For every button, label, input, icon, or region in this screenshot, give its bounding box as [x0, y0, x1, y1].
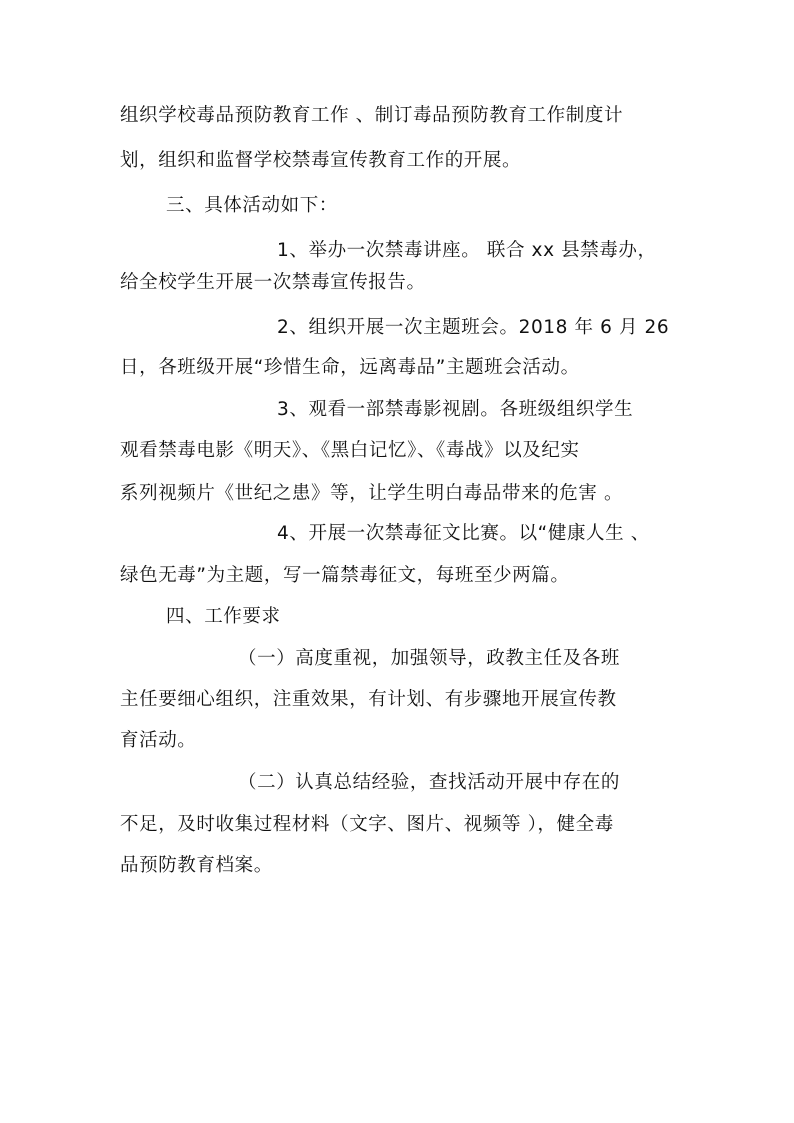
- body-text-line: 主任要细心组织，注重效果，有计划、有步骤地开展宣传教: [120, 689, 617, 710]
- body-text-line: 品预防教育档案。: [120, 855, 273, 876]
- body-text-line: 组织学校毒品预防教育工作 、制订毒品预防教育工作制度计: [120, 105, 624, 126]
- section-heading-activities: 三、具体活动如下：: [166, 195, 338, 216]
- body-text-line: 日，各班级开展“珍惜生命，远离毒品”主题班会活动。: [120, 357, 580, 378]
- activity-item-1: 1、举办一次禁毒讲座。 联合 xx 县禁毒办，: [277, 240, 657, 261]
- activity-item-2: 2、组织开展一次主题班会。2018 年 6 月 26: [277, 317, 670, 338]
- body-text-line: 给全校学生开展一次禁毒宣传报告。: [120, 272, 426, 293]
- body-text-line: 系列视频片《世纪之患》等，让学生明白毒品带来的危害 。: [120, 483, 624, 504]
- activity-item-3: 3、观看一部禁毒影视剧。各班级组织学生: [277, 399, 634, 420]
- body-text-line: 划，组织和监督学校禁毒宣传教育工作的开展。: [120, 150, 522, 171]
- body-text-line: 观看禁毒电影《明天》、《黑白记忆》、《毒战》以及纪实: [120, 440, 580, 461]
- body-text-line: 绿色无毒”为主题，写一篇禁毒征文，每班至少两篇。: [120, 565, 570, 586]
- requirement-item-1: （一）高度重视，加强领导，政教主任及各班: [238, 648, 621, 669]
- section-heading-requirements: 四、工作要求: [166, 606, 281, 627]
- requirement-item-2: （二）认真总结经验，查找活动开展中存在的: [238, 772, 621, 793]
- body-text-line: 育活动。: [120, 730, 197, 751]
- body-text-line: 不足，及时收集过程材料（文字、图片、视频等 ），健全毒: [120, 814, 614, 835]
- activity-item-4: 4、开展一次禁毒征文比赛。以“健康人生 、: [277, 523, 650, 544]
